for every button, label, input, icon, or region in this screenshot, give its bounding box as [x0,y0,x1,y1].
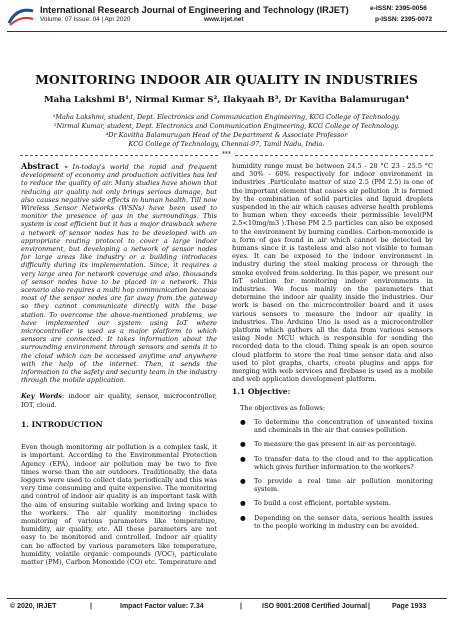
footer-rule [7,598,447,599]
affiliation-address: KCG College of Technology, Chennai-97, Tamil Nadu, India. [128,140,325,148]
journal-website-link[interactable]: www.irjet.net [204,16,244,23]
affiliation-2: ²Nirmal Kumar, student, Dept. Electronics and Communication Engineering, KCG College of Technology. [53,122,400,130]
separator-stars: *** [222,151,231,158]
footer-sep: | [90,603,92,610]
objective-intro: The objectives as follows: [240,403,325,412]
left-column [21,162,217,566]
footer-page: Page 1933 [392,603,427,610]
affiliation-4: ⁴Dr Kavitha Balamurugan Head of the Department & Associate Professor [105,131,348,139]
e-issn: e-ISSN: 2395-0056 [370,5,427,12]
footer-copyright: © 2020, IRJET [10,603,57,610]
bullet-icon: ● [240,499,246,508]
paper-title: MONITORING INDOOR AIR QUALITY IN INDUSTRIES [35,72,418,87]
list-item: ● To transfer data to the cloud and to the application which gives further information to the workers? [240,454,433,471]
paper-authors: Maha Lakshmi B¹, Nirmal Kumar S², Ilakyaah B³, Dr Kavitha Balamurugan⁴ [44,95,409,105]
bullet-icon: ● [240,513,246,522]
keywords-label: Key Words [21,392,62,401]
objective-heading: 1.1 Objective: [232,387,291,397]
keywords-text: : indoor air quality, sensor, microcontroller, IOT, cloud. [21,392,217,409]
bullet-icon: ● [240,476,246,485]
list-item: ● To provide a real time air pollution monitoring system. [240,476,433,494]
intro-text: Even though monitoring air pollution is a complex task, it is important. According to the Environmental Protection Agency (EPA), indoor air pollution may be two to five times worse than the air outdoors. Traditionally, the data loggers were used to collect data periodically and this was very time consuming and quite expensive. The monitoring and control of indoor air quality is an important task with the aim of ensuring suitable working and living space to the workers. The air quality monitoring includes monitoring of various parameters like temperature, humidity, air quality, etc. All these parameters are not easy to be monitored and controlled. Indoor air quality can be affected by various parameters like temperature, humidity, volatile organic compounds (VOC), particulate matter (PM), Carbon Monoxide (CO) etc. Temperature and [21,443,217,566]
keywords [21,392,217,408]
intro-heading: 1. INTRODUCTION [21,419,103,429]
right-column-text: humidity range must be between 24.5 - 28 °C 23 - 25.5 °C and 30% - 60% respectively for indoor environment in industries .Particulate matter of size 2.5 (PM 2.5) is one of the important element that causes air pollution .It is formed by the combination of solid particles and liquid droplets suspended in the air which causes adverse health problems to human when they exceeds their permissible level(PM 2.5<10mg/m3 ).These PM 2.5 particles can also be exposed to the environment by burning candles. Carbon-monoxide is a form of gas found in air which cannot be detected by humans since it is tasteless and also not visible to human eyes. It can be exposed to the indoor environment in industry during the steel making process or through the smoke evolved from soldering. In this paper, we present our IoT solution for monitoring indoor environments in industries. We focus mainly on the parameters that determine the indoor air quality inside the industries. Our work is based on the microcontroller board and it uses various sensors to measure the indoor air quality in industries. The Arduino Uno is used as a microcontroller platform which gathers all the data from various sensors using Node MCU which is responsible for sending the recorded data to the cloud. Thing speak is an open source cloud platform to store the real time sensor data and also used to plot graphs, charts, create plugins and apps for merging with web services and firebase is used as a mobile and web application development platform. [232,162,433,384]
bullet-icon: ● [240,454,246,463]
list-item: ● To measure the gas present in air as percentage. [240,440,417,449]
footer-impact-factor: Impact Factor value: 7.34 [120,603,204,610]
footer-sep: | [368,603,370,610]
bullet-icon: ● [240,440,246,449]
volume-issue: Volume: 07 Issue: 04 | Apr 2020 [40,16,131,23]
journal-title: International Research Journal of Engineering and Technology (IRJET) [40,5,349,15]
list-item: ● To determine the concentration of unwanted toxins and chemicals in the air that causes pollution. [240,417,433,435]
list-item: ● Depending on the sensor data, serious health issues to the people working in industry can be avoided. [240,513,433,530]
right-column [232,162,433,536]
abstract [21,162,217,384]
irjet-logo [7,5,35,27]
abstract-heading: Abstract - [21,161,68,171]
footer-iso: ISO 9001:2008 Certified Journal [262,603,368,610]
footer-sep: | [240,603,242,610]
bullet-icon: ● [240,417,246,426]
affiliation-1: ¹Maha Lakshmi, student, Dept. Electronics and Communication Engineering, KCG College of Technology. [52,113,401,121]
abstract-text: In-today's world the rapid and frequent development of economy and production activities has led to reduce the quality of air. Many studies have shown that reducing air quality not only brings serious damage, but also causes negative side effects in human health. Till now Wireless Sensor Networks (WSNs) have been used to monitor the presence of gas in the surroundings. This system is cost efficient but it has a major drawback where a network of sensor nodes has to be developed with an appropriate routing protocol to cover a large indoor environment, but developing a network of sensor nodes for large areas like industry or a building introduces difficulty during its implementation. Since, it requires a very large area for network coverage and also, thousands of sensor nodes have to be placed in a network. This scenario also requires a multi hop communication because most of the sensor nodes are far away from the gateway so they cannot communicate directly with the base station. To overcome the above-mentioned problems, we have implemented our system using IoT where microcontroller is used as a major platform to which sensors are connected. It takes information about the surrounding environment through sensors and sends it to the cloud which can be accessed anytime and anywhere with the help of the internet. Then, it sends the information to the safety and security team in the industry through the mobile application. [21,163,217,385]
journal-header [0,0,453,40]
objective-list [232,418,433,530]
header-rule [7,31,447,32]
list-item: ● To build a cost efficient, portable system. [240,499,391,508]
p-issn: p-ISSN: 2395-0072 [375,16,433,23]
